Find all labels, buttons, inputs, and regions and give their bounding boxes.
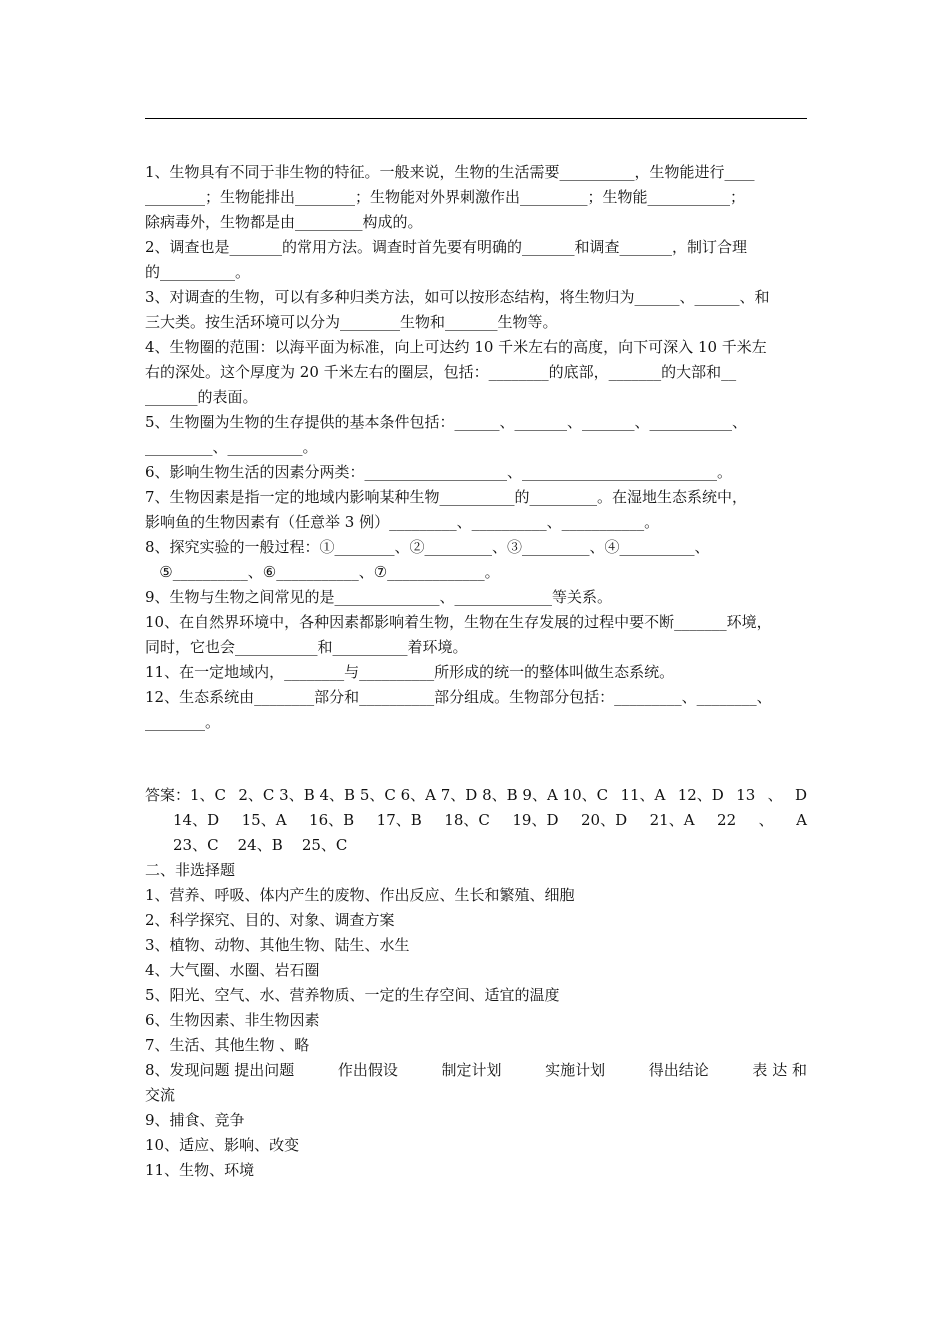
question-9: 9、生物与生物之间常见的是______________、_____________等关系。 — [145, 588, 613, 606]
answer-row-1: 答案：1、C 2、C 3、B 4、B 5、C 6、A 7、D 8、B 9、A 10、C 11、A 12、D 13 、 D — [145, 786, 807, 804]
answer-line-7: 7、生活、其他生物 、略 — [145, 1036, 310, 1054]
answer-line-6: 6、生物因素、非生物因素 — [145, 1011, 320, 1029]
question-6: 6、影响生物生活的因素分两类：___________________、__________________________。 — [145, 463, 733, 481]
answer-line-8: 8、发现问题 提出问题 作出假设 制定计划 实施计划 得出结论 表 达 和 — [145, 1061, 807, 1079]
answer-line-4: 4、大气圈、水圈、岩石圈 — [145, 961, 320, 979]
question-10: 10、在自然界环境中，各种因素都影响着生物，生物在生存发展的过程中要不断_______环境， 同时，它也会___________和__________着环境。 — [145, 613, 772, 656]
answer-line-1: 1、营养、呼吸、体内产生的废物、作出反应、生长和繁殖、细胞 — [145, 886, 575, 904]
question-3: 3、对调查的生物，可以有多种归类方法，如可以按形态结构，将生物归为______、______、和 三大类。按生活环境可以分为________生物和_______生物等。 — [145, 288, 770, 331]
question-5: 5、生物圈为生物的生存提供的基本条件包括：______、_______、_______、___________、 _________、__________。 — [145, 413, 748, 456]
answer-line-2: 2、科学探究、目的、对象、调查方案 — [145, 911, 395, 929]
question-11: 11、在一定地域内，________与__________所形成的统一的整体叫做生态系统。 — [145, 663, 675, 681]
answer-line-11: 11、生物、环境 — [145, 1161, 255, 1179]
answer-row-3: 23、C 24、B 25、C — [173, 836, 348, 854]
question-7: 7、生物因素是指一定的地域内影响某种生物__________的_________。在湿地生态系统中， 影响鱼的生物因素有（任意举 3 例）_________、__________、___________。 — [145, 488, 748, 531]
answer-row-2: 14、D 15、A 16、B 17、B 18、C 19、D 20、D 21、A 22 、 A — [173, 811, 807, 829]
answer-line-8-cont: 交流 — [145, 1086, 176, 1104]
answer-line-3: 3、植物、动物、其他生物、陆生、水生 — [145, 936, 410, 954]
answer-line-5: 5、阳光、空气、水、营养物质、一定的生存空间、适宜的温度 — [145, 986, 560, 1004]
answer-line-10: 10、适应、影响、改变 — [145, 1136, 300, 1154]
question-12: 12、生态系统由________部分和__________部分组成。生物部分包括：_________、________、 ________。 — [145, 688, 772, 731]
question-4: 4、生物圈的范围：以海平面为标准，向上可达约 10 千米左右的高度，向下可深入 10 千米左 右的深处。这个厚度为 20 千米左右的圈层，包括：________的底部，_______的大部和__ _______的表面。 — [145, 338, 767, 406]
question-1: 1、生物具有不同于非生物的特征。一般来说，生物的生活需要__________，生物能进行____ ________；生物能排出________；生物能对外界刺激作出_________；生物能___________； 除病毒外，生物都是由_________构成的。 — [145, 163, 755, 231]
answer-line-9: 9、捕食、竞争 — [145, 1111, 245, 1129]
answer-block — [145, 783, 815, 1183]
question-8: 8、探究实验的一般过程：①________、②_________、③_________、④__________、 ⑤__________、⑥___________、⑦_____________。 — [145, 538, 710, 581]
question-2: 2、调查也是_______的常用方法。调查时首先要有明确的_______和调查_______，制订合理 的__________。 — [145, 238, 748, 281]
section-heading: 二、非选择题 — [145, 861, 236, 879]
header-rule — [145, 118, 807, 119]
